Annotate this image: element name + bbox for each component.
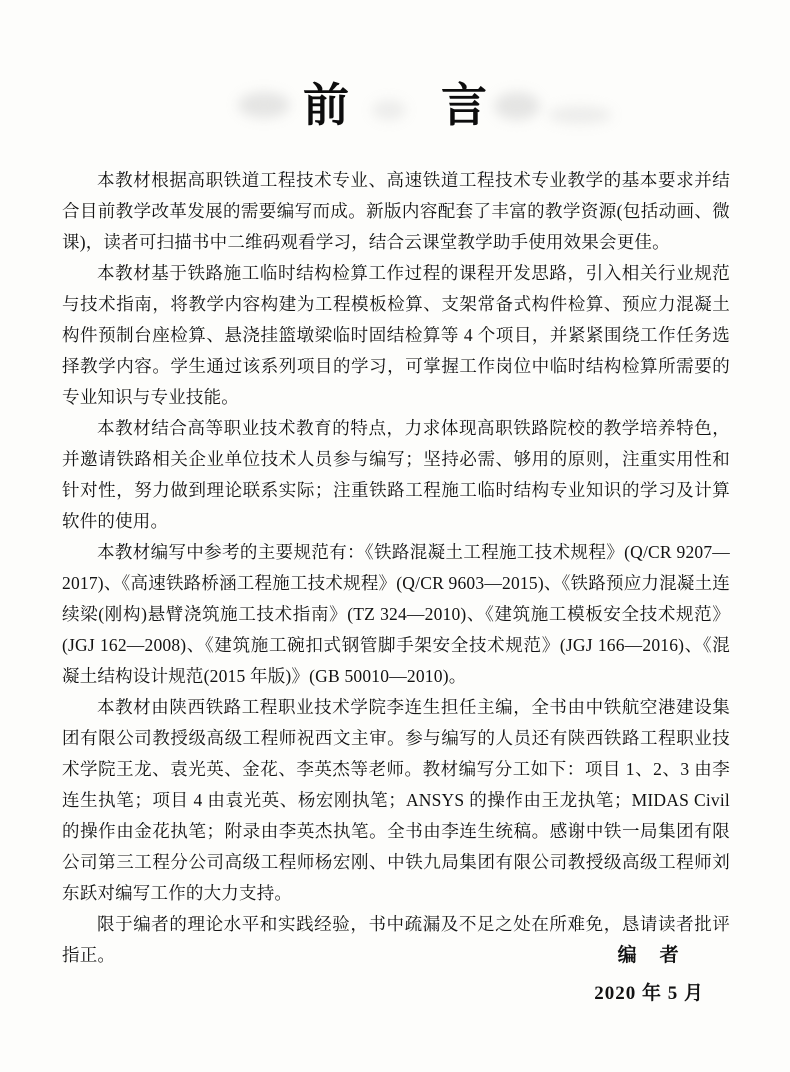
title-char-qian: 前 [303, 79, 349, 131]
paragraph-apology: 限于编者的理论水平和实践经验，书中疏漏及不足之处在所难免，恳请读者批评指正。 [62, 914, 730, 965]
publication-date: 2020 年 5 月 [594, 983, 704, 1004]
paragraph-referenced-standards: 本教材编写中参考的主要规范有：《铁路混凝土工程施工技术规程》(Q/CR 9207—2017)、《高速铁路桥涵工程施工技术规程》(Q/CR 9603—2015)、《铁路预应力混凝土连续梁(刚构)悬臂浇筑施工技术指南》(TZ 324—2010)、《建筑施工模板安全技术规范》(JGJ 162—2008)、《建筑施工碗扣式钢管脚手架安全技术规范》(JGJ 166—2016)、《混凝土结构设计规范(2015 年版)》(GB 50010—2010)。 [62, 542, 730, 686]
paragraph-vocational-features: 本教材结合高等职业技术教育的特点，力求体现高职铁路院校的教学培养特色，并邀请铁路相关企业单位技术人员参与编写；坚持必需、够用的原则，注重实用性和针对性，努力做到理论联系实际；注重铁路工程施工临时结构专业知识的学习及计算软件的使用。 [62, 418, 730, 531]
paragraph-course-design: 本教材基于铁路施工临时结构检算工作过程的课程开发思路，引入相关行业规范与技术指南，将教学内容构建为工程模板检算、支架常备式构件检算、预应力混凝土构件预制台座检算、悬浇挂篮墩梁临时固结检算等 4 个项目，并紧紧围绕工作任务选择教学内容。学生通过该系列项目的学习，可掌握工作岗位中临时结构检算所需要的专业知识与专业技能。 [62, 263, 730, 407]
title-char-yan: 言 [441, 79, 487, 131]
paragraph-contributors: 本教材由陕西铁路工程职业技术学院李连生担任主编，全书由中铁航空港建设集团有限公司教授级高级工程师祝西文主审。参与编写的人员还有陕西铁路工程职业技术学院王龙、袁光英、金花、李英杰等老师。教材编写分工如下：项目 1、2、3 由李连生执笔；项目 4 由袁光英、杨宏刚执笔；ANSYS 的操作由王龙执笔；MIDAS Civil 的操作由金花执笔；附录由李英杰执笔。全书由李连生统稿。感谢中铁一局集团有限公司第三工程分公司高级工程师杨宏刚、中铁九局集团有限公司教授级高级工程师刘东跃对编写工作的大力支持。 [62, 697, 730, 903]
paragraph-overview: 本教材根据高职铁道工程技术专业、高速铁道工程技术专业教学的基本要求并结合目前教学改革发展的需要编写而成。新版内容配套了丰富的教学资源(包括动画、微课)，读者可扫描书中二维码观看学习，结合云课堂教学助手使用效果会更佳。 [62, 170, 730, 252]
preface-body [62, 165, 730, 971]
page-title [0, 80, 790, 131]
signature-block [594, 940, 704, 1005]
author-signature: 编 者 [617, 945, 681, 966]
